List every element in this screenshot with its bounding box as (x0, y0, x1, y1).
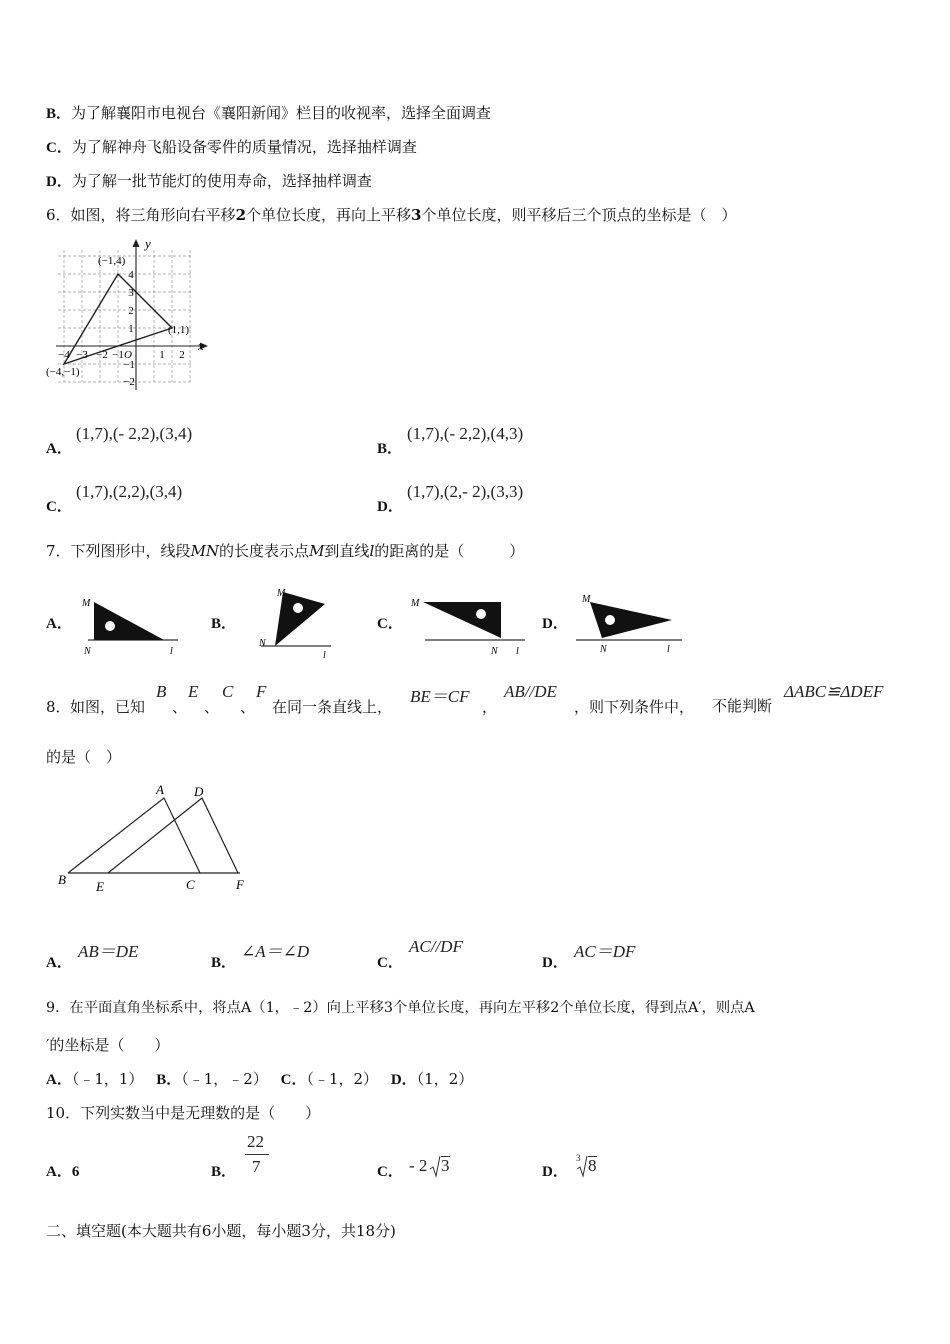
section-2-title: 二、填空题(本大题共有6小题，每小题3分，共18分) (46, 1222, 396, 1240)
option-label: B． (377, 441, 403, 457)
q9-stem-line1: 9．在平面直角坐标系中，将点A（1，﹣2）向上平移3个单位长度，再向左平移2个单位长度，得到点A′，则点A (46, 1000, 755, 1016)
point-m: M (582, 594, 591, 605)
triangle-abc (68, 798, 200, 873)
x-tick-label: −3 (76, 349, 88, 361)
option-value: （﹣1，2） (306, 1070, 379, 1088)
stem-text: 的长度表示点 (219, 542, 310, 560)
option-label: B． (46, 106, 72, 122)
option-label: B． (156, 1072, 182, 1088)
q7c-figure (409, 588, 527, 660)
y-tick-label: −2 (123, 376, 135, 388)
point-label: (−1,4) (98, 255, 126, 267)
option-label: C． (46, 140, 72, 156)
q6-coordinate-figure (40, 232, 215, 394)
point-label: M (309, 542, 325, 560)
stem-text: 下列图形中，线段 (70, 542, 191, 560)
vertex-c: C (186, 877, 195, 892)
y-tick-label: −1 (123, 359, 135, 371)
x-tick-label: −2 (96, 349, 108, 361)
q8-stem-line1 (46, 682, 926, 722)
y-tick-label: 2 (128, 305, 134, 317)
separator: 、 (172, 698, 188, 716)
fraction-bar (245, 1154, 269, 1155)
origin-label: O (124, 349, 132, 361)
stem-text: 的距离的是（ ） (374, 542, 525, 560)
q8-stem-line2: 的是（ ） (46, 748, 122, 766)
question-number: 8． (46, 698, 71, 716)
vertex-f: F (236, 877, 244, 892)
radicand: 8 (588, 1156, 597, 1175)
vertex-e: E (96, 879, 104, 894)
option-label: D． (542, 616, 568, 632)
option-label: A． (46, 1072, 72, 1088)
option-label: C． (280, 1072, 307, 1088)
q9-option-d[interactable] (391, 1070, 473, 1088)
y-tick-label: 3 (128, 287, 134, 299)
x-tick-label: −1 (112, 349, 124, 361)
question-number: 7． (46, 542, 71, 560)
stem-text: 个单位长度，则平移后三个顶点的坐标是（ ） (421, 206, 737, 224)
q5-option-c (46, 136, 417, 157)
point-n: N (600, 644, 607, 655)
option-value: (1,7),(2,- 2),(3,3) (407, 482, 524, 501)
condition-ab-de: AB//DE (504, 682, 557, 701)
stem-text: ，则下列条件中， (574, 698, 695, 716)
option-label: C． (46, 499, 72, 515)
separator: ， (482, 698, 498, 716)
segment-label: MN (190, 542, 220, 560)
point-m: M (82, 598, 91, 609)
q9-stem-line2: ′的坐标是（ ） (46, 1036, 170, 1054)
q7b-figure (251, 588, 336, 658)
q7d-figure (572, 588, 684, 658)
q7a-figure (78, 588, 183, 658)
point-m: M (411, 598, 420, 609)
q8-figure (50, 776, 260, 896)
option-label: A． (46, 1164, 72, 1180)
q5-option-d (46, 170, 372, 191)
stem-number: 2 (235, 206, 246, 224)
fraction-numerator: 22 (247, 1132, 264, 1151)
point-label: (1,1) (168, 324, 190, 336)
point-label: (−4,−1) (46, 366, 80, 378)
y-axis-label: y (145, 236, 151, 251)
point-n: N (259, 638, 266, 649)
option-text: 为了解神舟飞船设备零件的质量情况，选择抽样调查 (71, 138, 417, 156)
option-label: B． (211, 955, 237, 971)
stem-text: 如图，已知 (70, 698, 146, 716)
fraction-denominator: 7 (252, 1157, 261, 1176)
point-b: B (156, 682, 167, 701)
stem-text: 个单位长度，再向上平移 (246, 206, 412, 224)
point-c: C (222, 682, 234, 701)
radical-prefix: - 2 (409, 1156, 428, 1175)
vertex-b: B (58, 872, 66, 887)
q10-option-d[interactable] (542, 1150, 642, 1184)
x-tick-label: −4 (58, 349, 70, 361)
line-l: l (170, 646, 173, 657)
option-value: AB＝DE (78, 942, 139, 961)
condition-be-cf: BE＝CF (410, 687, 470, 706)
q5-option-b (46, 102, 491, 123)
option-value: （1，2） (416, 1070, 474, 1088)
option-value: AC＝DF (574, 942, 636, 961)
separator: 、 (204, 698, 220, 716)
option-value: (1,7),(- 2,2),(3,4) (76, 424, 193, 443)
option-text: 为了解襄阳市电视台《襄阳新闻》栏目的收视率，选择全面调查 (71, 104, 492, 122)
triangle-def (108, 798, 238, 873)
option-label: A． (46, 616, 72, 632)
option-label: C． (377, 955, 403, 971)
q10-option-c[interactable] (377, 1150, 477, 1184)
option-label: D． (542, 955, 568, 971)
y-tick-label: 1 (128, 323, 134, 335)
radical-sign (576, 1154, 588, 1178)
line-label: l (369, 542, 375, 560)
q10-stem: 10．下列实数当中是无理数的是（ ） (46, 1104, 321, 1122)
congruence-statement: ΔABC≌ΔDEF (784, 682, 884, 701)
option-value: ∠A＝∠D (241, 942, 310, 961)
option-label: B． (211, 616, 237, 632)
vertex-a: A (156, 782, 164, 797)
x-tick-label: 1 (159, 349, 165, 361)
stem-text: 在同一条直线上， (272, 698, 393, 716)
line-l: l (516, 646, 519, 657)
q10-option-b[interactable] (211, 1132, 291, 1182)
radical-sign (429, 1154, 441, 1178)
y-tick-label: 4 (128, 269, 134, 281)
x-axis-label: x (198, 338, 204, 353)
q7-stem (46, 540, 524, 561)
stem-text: 如图，将三角形向右平移 (70, 206, 236, 224)
option-label: D． (377, 499, 403, 515)
stem-number: 3 (411, 206, 422, 224)
q10-option-a[interactable] (46, 1160, 79, 1181)
option-label: A． (46, 441, 72, 457)
option-value: （﹣1，﹣2） (181, 1070, 268, 1088)
question-number: 6． (46, 206, 71, 224)
point-e: E (188, 682, 199, 701)
q9-option-a[interactable] (46, 1070, 143, 1088)
option-text: 为了解一批节能灯的使用寿命，选择抽样调查 (71, 172, 372, 190)
point-n: N (491, 646, 498, 657)
option-label: C． (377, 616, 403, 632)
point-n: N (84, 646, 91, 657)
option-value: (1,7),(- 2,2),(4,3) (407, 424, 524, 443)
radical-index: 3 (576, 1153, 581, 1163)
option-label: B． (211, 1164, 237, 1180)
option-value: 6 (71, 1164, 80, 1180)
point-m: M (277, 588, 286, 599)
stem-emphasis: 不能判断 (712, 697, 773, 715)
q6-stem (46, 204, 736, 225)
point-f: F (256, 682, 267, 701)
option-label: C． (377, 1164, 403, 1180)
line-l: l (323, 650, 326, 658)
stem-text: 到直线 (324, 542, 370, 560)
q9-options (46, 1068, 473, 1089)
option-value: AC//DF (409, 937, 463, 956)
x-tick-label: 2 (179, 349, 185, 361)
option-label: A． (46, 955, 72, 971)
option-label: D． (46, 174, 72, 190)
q9-option-b[interactable] (156, 1070, 268, 1088)
option-value: （﹣1，1） (71, 1070, 144, 1088)
option-value: (1,7),(2,2),(3,4) (76, 482, 183, 501)
separator: 、 (240, 698, 256, 716)
vertex-d: D (194, 784, 204, 799)
radicand: 3 (441, 1156, 450, 1175)
option-label: D． (542, 1164, 568, 1180)
q9-option-c[interactable] (281, 1070, 378, 1088)
line-l: l (667, 644, 670, 655)
option-label: D． (390, 1072, 417, 1088)
